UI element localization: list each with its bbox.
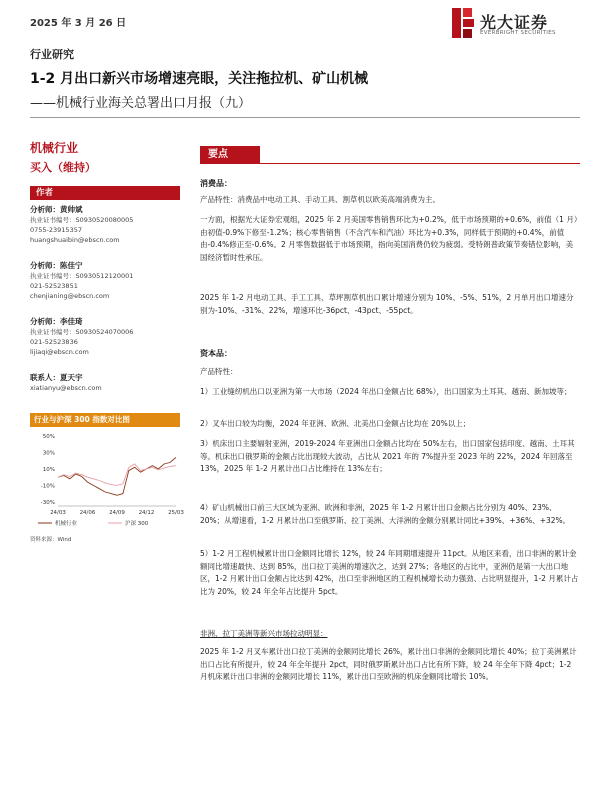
logo-text-en: EVERBRIGHT SECURITIES [480, 30, 556, 36]
report-date: 2025 年 3 月 26 日 [30, 18, 127, 29]
sector-name: 机械行业 [30, 141, 79, 155]
chart-x-tick-label: 24/06 [79, 510, 96, 516]
consumer-features: 产品特性：消费品中电动工具、手动工具、割草机以欧美高端消费为主。 [200, 195, 440, 204]
rating-label: 买入（维持） [30, 161, 96, 174]
summary-heading: 要点 [200, 146, 260, 164]
company-logo [452, 8, 582, 42]
analyst-name: 分析师：李佳琦 [30, 317, 83, 326]
title-divider [30, 117, 580, 118]
chart-x-tick-label: 25/03 [168, 510, 184, 516]
emerging-heading: 非洲、拉丁美洲等新兴市场拉动明显： [200, 629, 328, 638]
report-title: 1-2 月出口新兴市场增速亮眼，关注拖拉机、矿山机械 [30, 71, 369, 87]
chart-y-tick-label: 50% [42, 434, 55, 440]
analyst-card [30, 204, 180, 245]
chart-series-line [58, 464, 176, 485]
summary-header [200, 146, 580, 164]
chart-y-tick-label: -10% [40, 483, 55, 490]
chart-x-tick-label: 24/03 [50, 510, 66, 516]
consumer-heading: 消费品： [200, 179, 232, 188]
authors-heading: 作者 [30, 186, 180, 200]
capital-heading: 资本品： [200, 349, 232, 358]
consumer-paragraph: 2025 年 1-2 月电动工具、手工工具、草坪割草机出口累计增速分别为 10%、-5%、51%，2 月单月出口增速分别为-10%、-31%、22%，增速环比-36pct、-43pct、-55pct。 [200, 293, 574, 315]
report-category: 行业研究 [30, 48, 74, 61]
analyst-phone: 021-52523851 [30, 282, 78, 290]
analyst-phone: 0755-23915357 [30, 226, 82, 234]
capital-item: 1）工业缝纫机出口以亚洲为第一大市场（2024 年出口金额占比 68%），出口国家为土耳其、越南、新加坡等； [200, 387, 572, 396]
everbright-logo-icon [452, 8, 474, 38]
capital-item: 2）叉车出口较为均衡，2024 年亚洲、欧洲、北美出口金额占比均在 20%以上； [200, 419, 471, 428]
analyst-name: 分析师：陈佳宁 [30, 261, 83, 270]
capital-features: 产品特性： [200, 367, 238, 376]
chart-source: 资料来源：Wind [30, 537, 72, 543]
capital-item: 5）1-2 月工程机械累计出口金额同比增长 12%，较 24 年同期增速提升 11pct。从地区来看，出口非洲的累计金额同比增速最快、达到 85%，出口拉丁美洲的增速次之、达到 27%；各地区的占比中，亚洲仍是第一大出口地区，1-2 月累计出口金额占比达到 42%，出口至非洲地区的工程机械增长动力强劲、占比明显提升，1-2 月累计占比为 20%，较 24 年全年占比提升 5pct。 [200, 549, 579, 596]
analyst-phone: 021-52523836 [30, 338, 78, 346]
chart-heading: 行业与沪深 300 指数对比图 [30, 413, 180, 427]
index-comparison-chart [30, 430, 184, 532]
chart-y-tick-label: -30% [40, 499, 55, 506]
chart-x-tick-label: 24/12 [138, 510, 155, 516]
consumer-paragraph: 一方面，根据光大证券宏观组，2025 年 2 月美国零售销售环比为+0.2%，低于市场预期的+0.6%，前值（1 月）由初值-0.9%下修至-1.2%；核心零售销售（不含汽车和汽油）环比为+0.3%，同样低于预期的+0.4%，前值由-0.4%修正至-0.6%。2 月零售数据低于市场预期，指向美国消费仍较为疲弱。受特朗普政策节奏错位影响，美国经济暂时性承压。 [200, 215, 578, 262]
chart-y-tick-label: 10% [42, 466, 55, 473]
analyst-cert: 执业证书编号：S0930520080005 [30, 216, 134, 224]
chart-legend-label: 机械行业 [55, 521, 78, 527]
chart-legend-label: 沪深 300 [125, 521, 149, 527]
contact-email: xiatianyu@ebscn.com [30, 384, 102, 392]
analyst-cert: 执业证书编号：S0930512120001 [30, 272, 134, 280]
analyst-email: lijiaqi@ebscn.com [30, 348, 89, 356]
capital-item: 3）机床出口主要辐射亚洲，2019-2024 年亚洲出口金额占比均在 50%左右，出口国家包括印度、越南、土耳其等。机床出口俄罗斯的金额占比出现较大波动，占比从 2021 年的 7%提升至 2023 年的 22%，2024 年回落至 13%，2025 年 1-2 月累计出口占比维持在 13%左右； [200, 439, 575, 473]
chart-y-tick-label: 30% [42, 450, 55, 457]
analyst-name: 分析师：黄帅斌 [30, 205, 83, 214]
capital-item: 4）矿山机械出口前三大区域为亚洲、欧洲和非洲，2025 年 1-2 月累计出口金额占比分别为 40%、23%、20%；从增速看，1-2 月累计出口至俄罗斯、拉丁美洲、大洋洲的金额分别累计同比+39%、+36%、+32%。 [200, 503, 571, 525]
logo-text-cn: 光大证券 [480, 13, 549, 32]
analyst-email: chenjianing@ebscn.com [30, 292, 110, 300]
analyst-email: huangshuaibin@ebscn.com [30, 236, 120, 244]
contact-name: 联系人：夏天宇 [30, 373, 83, 382]
chart-series-line [58, 457, 176, 495]
emerging-paragraph: 2025 年 1-2 月叉车累计出口拉丁美洲的金额同比增长 26%，累计出口非洲的金额同比增长 40%；拉丁美洲累计出口占比有所提升，较 24 年全年提升 2pct，同时俄罗斯累计出口占比有所下降，较 24 年全年下降 4pct；1-2 月机床累计出口非洲的金额同比增长 11%，累计出口至欧洲的机床金额同比增长 10%。 [200, 647, 577, 681]
analyst-card [30, 260, 180, 301]
analyst-card [30, 316, 180, 357]
contact-card [30, 372, 180, 393]
chart-x-tick-label: 24/09 [109, 510, 125, 516]
analyst-cert: 执业证书编号：S0930524070006 [30, 328, 134, 336]
report-subtitle: ——机械行业海关总署出口月报（九） [30, 96, 252, 111]
